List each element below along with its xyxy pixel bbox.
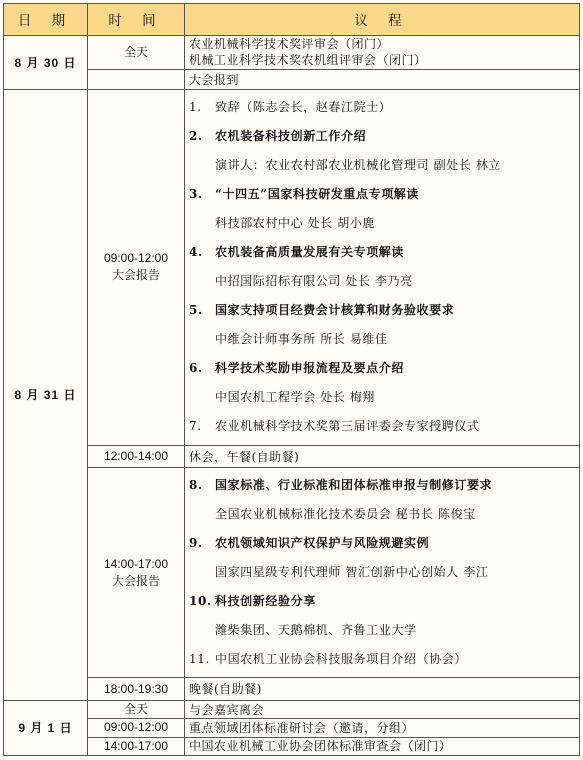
day3-row-2 — [4, 719, 580, 737]
day3-date: 9 月 1 日 — [4, 700, 88, 755]
agenda-item-8: 8. 国家标准、行业标准和团体标准申报与制修订要求 — [189, 478, 493, 493]
day2-morning-session: 大会报告 — [111, 268, 160, 283]
dinner-text: 晚餐(自助餐) — [189, 682, 262, 697]
agenda-item-10-speaker: 潍柴集团、天鹅棉机、齐鲁工业大学 — [215, 623, 417, 638]
day2-morning-agenda — [185, 89, 580, 445]
agenda-item-9-speaker: 国家四星级专利代理师 智汇创新中心创始人 李江 — [215, 565, 489, 580]
day2-afternoon-time — [88, 468, 185, 678]
header-row — [4, 4, 580, 36]
agenda-item-8-speaker: 全国农业机械标准化技术委员会 秘书长 陈俊宝 — [215, 507, 476, 522]
schedule-table — [3, 3, 580, 756]
agenda-item-4: 4. 农机装备高质量发展有关专项解读 — [189, 245, 405, 260]
day1-time: 全天 — [88, 35, 185, 70]
agenda-item-1: 1. 致辞（陈志会长，赵春江院士） — [189, 100, 392, 115]
day2-afternoon-time-range: 14:00-17:00 — [103, 556, 169, 571]
agenda-item-3-speaker: 科技部农村中心 处长 胡小鹿 — [215, 216, 376, 231]
day3-row-1 — [4, 700, 580, 718]
dinner-row — [4, 678, 580, 700]
day3-text-3: 中国农业机械工业协会团体标准审查会（闭门） — [189, 739, 452, 754]
agenda-item-11: 11. 中国农机工业协会科技服务项目介绍（协会） — [189, 652, 468, 667]
day3-time-3: 14:00-17:00 — [88, 737, 185, 755]
agenda-item-5-speaker: 中维会计师事务所 所长 易维佳 — [215, 332, 388, 347]
day1-report: 大会报到 — [189, 72, 240, 87]
agenda-item-5: 5. 国家支持项目经费会计核算和财务验收要求 — [189, 303, 455, 318]
day2-morning-time-range: 09:00-12:00 — [103, 251, 169, 266]
day3-text-2: 重点领域团体标准研讨会（邀请，分组） — [189, 720, 415, 735]
day3-text-1: 与会嘉宾离会 — [189, 702, 265, 717]
header-agenda: 议 程 — [185, 4, 580, 36]
agenda-item-4-speaker: 中招国际招标有限公司 处长 李乃亮 — [215, 274, 413, 289]
agenda-item-6: 6. 科学技术奖励申报流程及要点介绍 — [189, 361, 405, 376]
day2-morning-row — [4, 89, 580, 445]
lunch-text: 休会，午餐(自助餐) — [189, 449, 300, 464]
day2-morning-time — [88, 89, 185, 445]
day2-date: 8 月 31 日 — [4, 89, 88, 700]
agenda-item-2-speaker: 演讲人：农业农村部农业机械化管理司 副处长 林立 — [215, 158, 502, 173]
agenda-item-6-speaker: 中国农机工程学会 处长 梅翔 — [215, 390, 376, 405]
agenda-item-3: 3. “十四五”国家科技研发重点专项解读 — [189, 187, 420, 202]
lunch-time: 12:00-14:00 — [88, 445, 185, 467]
agenda-item-10: 10. 科技创新经验分享 — [189, 594, 316, 609]
day2-afternoon-row — [4, 468, 580, 678]
day3-time-2: 09:00-12:00 — [88, 719, 185, 737]
lunch-row — [4, 445, 580, 467]
dinner-time: 18:00-19:30 — [88, 678, 185, 700]
agenda-item-2: 2. 农机装备科技创新工作介绍 — [189, 129, 367, 144]
day2-afternoon-session: 大会报告 — [111, 573, 160, 588]
day3-time-1: 全天 — [88, 700, 185, 718]
day1-line-1: 农业机械科学技术奖评审会（闭门） — [189, 37, 390, 52]
agenda-item-7: 7. 农业机械科学技术奖第三届评委会专家授聘仪式 — [189, 419, 480, 434]
header-date: 日 期 — [4, 4, 88, 36]
day1-row — [4, 35, 580, 70]
agenda-item-9: 9. 农机领域知识产权保护与风险规避实例 — [189, 536, 430, 551]
day2-afternoon-agenda — [185, 468, 580, 678]
day1-line-2: 机械工业科学技术奖农机组评审会（闭门） — [189, 53, 427, 68]
day3-row-3 — [4, 737, 580, 755]
day1-agenda — [185, 35, 580, 70]
day1-report-row — [4, 70, 580, 89]
header-time: 时 间 — [88, 4, 185, 36]
day1-date: 8 月 30 日 — [4, 35, 88, 89]
